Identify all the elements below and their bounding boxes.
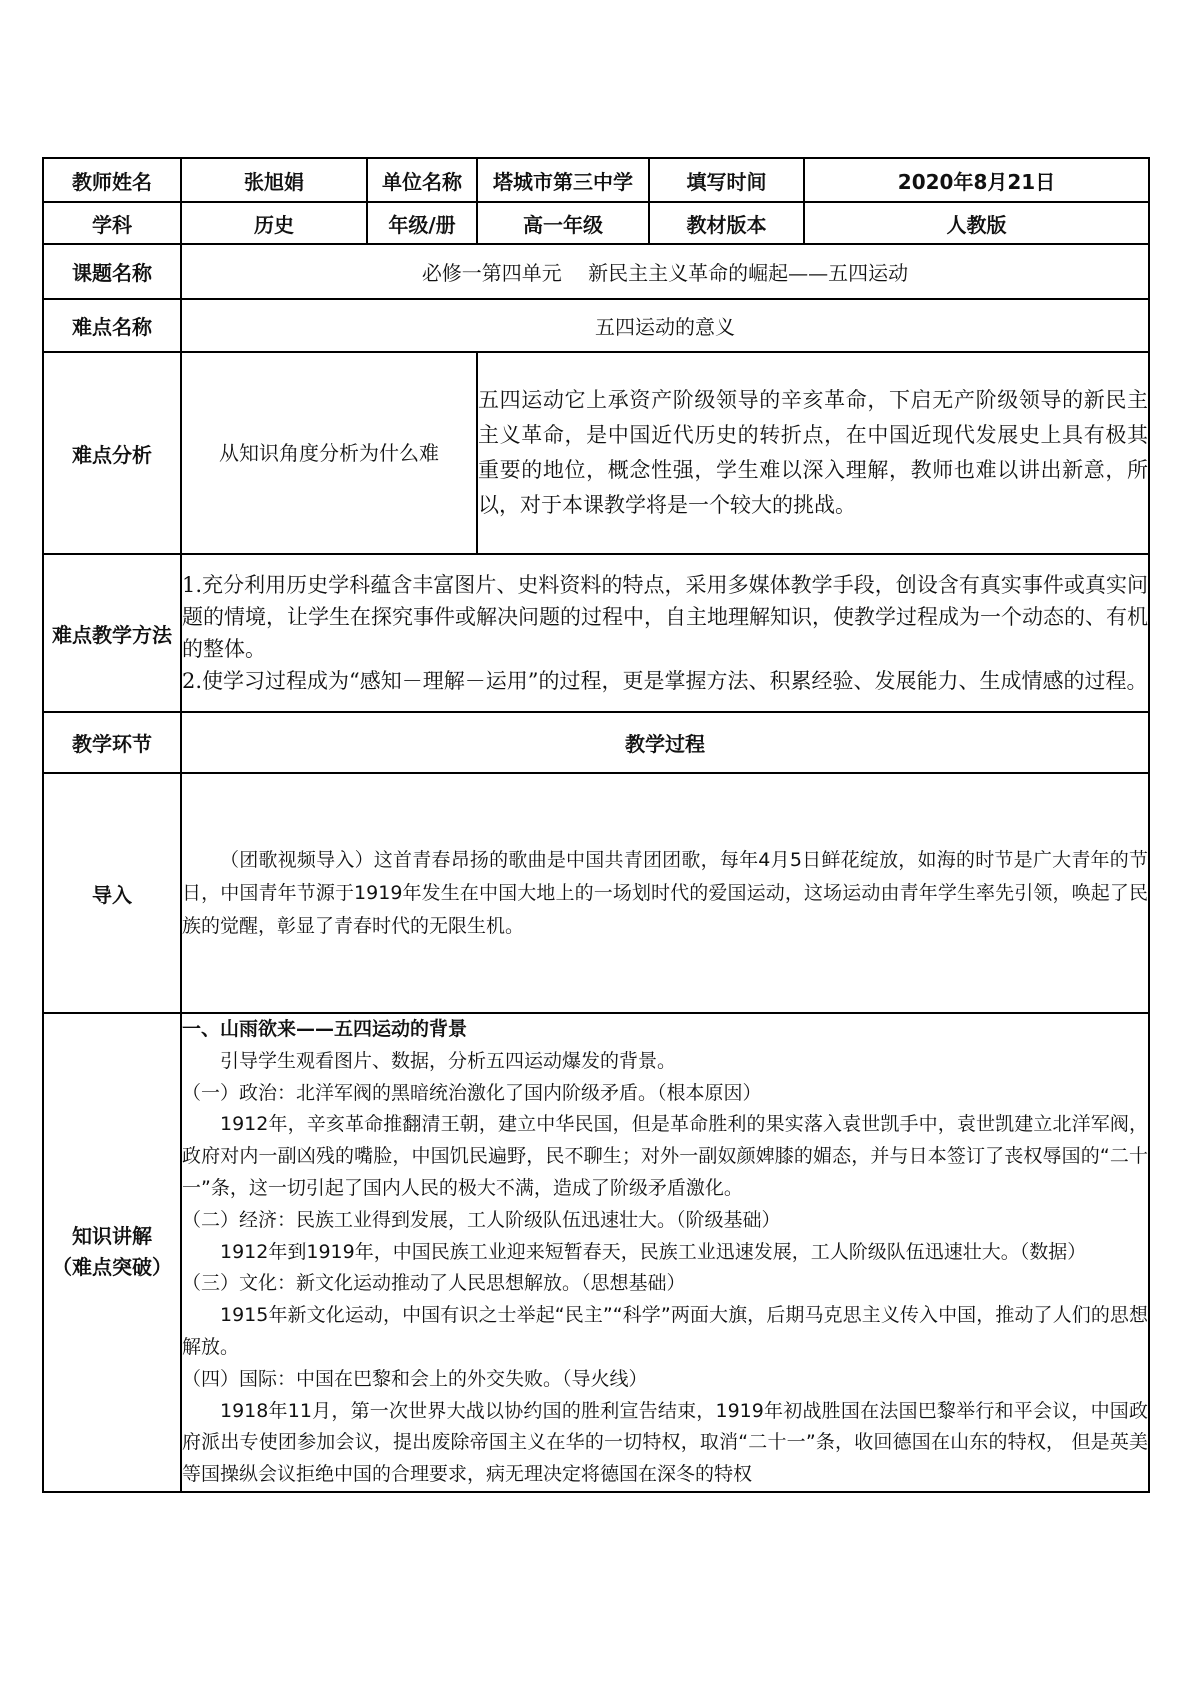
methods-row xyxy=(43,554,1149,712)
process-header-row xyxy=(43,712,1149,773)
info-row-1 xyxy=(43,158,1149,202)
info-row-2 xyxy=(43,202,1149,244)
intro-row xyxy=(43,773,1149,1013)
subject-value: 历史 xyxy=(181,202,367,244)
politics-title: （一）政治：北洋军阀的黑暗统治激化了国内阶级矛盾。（根本原因） xyxy=(182,1081,762,1104)
guide-text: 引导学生观看图片、数据，分析五四运动爆发的背景。 xyxy=(220,1049,677,1072)
topic-value: 必修一第四单元 新民主主义革命的崛起——五四运动 xyxy=(181,244,1149,299)
intro-label: 导入 xyxy=(43,773,181,1013)
culture-text: 1915年新文化运动，中国有识之士举起“民主”“科学”两面大旗，后期马克思主义传入中国，推动了人们的思想解放。 xyxy=(182,1304,1148,1358)
section-title: 一、山雨欲来——五四运动的背景 xyxy=(182,1018,468,1040)
knowledge-label xyxy=(43,1013,181,1492)
fill-date-label: 填写时间 xyxy=(649,158,804,202)
unit-name-label: 单位名称 xyxy=(367,158,477,202)
international-title: （四）国际：中国在巴黎和会上的外交失败。（导火线） xyxy=(182,1367,648,1390)
analysis-text: 五四运动它上承资产阶级领导的辛亥革命，下启无产阶级领导的新民主主义革命，是中国近代历史的转折点，在中国近现代发展史上具有极其重要的地位，概念性强，学生难以深入理解，教师也难以讲出新意，所以，对于本课教学将是一个较大的挑战。 xyxy=(477,352,1149,554)
topic-row xyxy=(43,244,1149,299)
knowledge-content xyxy=(181,1013,1149,1492)
culture-title: （三）文化：新文化运动推动了人民思想解放。（思想基础） xyxy=(182,1272,686,1295)
knowledge-row xyxy=(43,1013,1149,1492)
method-item-1: 1.充分利用历史学科蕴含丰富图片、史料资料的特点，采用多媒体教学手段，创设含有真实事件或真实问题的情境，让学生在探究事件或解决问题的过程中，自主地理解知识，使教学过程成为一个动态的、有机的整体。 xyxy=(182,573,1148,661)
knowledge-label-line1: 知识讲解 xyxy=(72,1224,152,1249)
grade-label: 年级/册 xyxy=(367,202,477,244)
methods-content xyxy=(181,554,1149,712)
international-text: 1918年11月，第一次世界大战以协约国的胜利宣告结束，1919年初战胜国在法国巴黎举行和平会议，中国政府派出专使团参加会议，提出废除帝国主义在华的一切特权，取消“二十一”条，收回德国在山东的特权， 但是英美等国操纵会议拒绝中国的合理要求，病无理决定将德国在深冬的特权 xyxy=(182,1399,1148,1486)
teaching-stage-label: 教学环节 xyxy=(43,712,181,773)
politics-text: 1912年，辛亥革命推翻清王朝，建立中华民国，但是革命胜利的果实落入袁世凯手中，袁世凯建立北洋军阀，政府对内一副凶残的嘴脸，中国饥民遍野，民不聊生；对外一副奴颜婢膝的媚态，并与日本签订了丧权辱国的“二十一”条，这一切引起了国内人民的极大不满，造成了阶级矛盾激化。 xyxy=(182,1113,1148,1199)
difficulty-value: 五四运动的意义 xyxy=(181,299,1149,352)
methods-label: 难点教学方法 xyxy=(43,554,181,712)
analysis-row xyxy=(43,352,1149,554)
topic-label: 课题名称 xyxy=(43,244,181,299)
subject-label: 学科 xyxy=(43,202,181,244)
intro-text: （团歌视频导入）这首青春昂扬的歌曲是中国共青团团歌，每年4月5日鲜花绽放，如海的时节是广大青年的节日，中国青年节源于1919年发生在中国大地上的一场划时代的爱国运动，这场运动由青年学生率先引领，唤起了民族的觉醒，彰显了青春时代的无限生机。 xyxy=(182,848,1148,937)
teacher-name-value: 张旭娟 xyxy=(181,158,367,202)
lesson-plan-table xyxy=(42,157,1150,1493)
economy-title: （二）经济：民族工业得到发展，工人阶级队伍迅速壮大。（阶级基础） xyxy=(182,1208,781,1231)
analysis-label: 难点分析 xyxy=(43,352,181,554)
textbook-label: 教材版本 xyxy=(649,202,804,244)
method-item-2: 2.使学习过程成为“感知－理解－运用”的过程，更是掌握方法、积累经验、发展能力、生成情感的过程。 xyxy=(182,669,1148,693)
difficulty-label: 难点名称 xyxy=(43,299,181,352)
fill-date-value: 2020年8月21日 xyxy=(804,158,1149,202)
economy-text: 1912年到1919年，中国民族工业迎来短暂春天，民族工业迅速发展，工人阶级队伍迅速壮大。（数据） xyxy=(220,1240,1087,1263)
unit-name-value: 塔城市第三中学 xyxy=(477,158,649,202)
knowledge-label-line2: （难点突破） xyxy=(52,1255,172,1280)
difficulty-row xyxy=(43,299,1149,352)
textbook-value: 人教版 xyxy=(804,202,1149,244)
analysis-sub-label: 从知识角度分析为什么难 xyxy=(181,352,477,554)
teacher-name-label: 教师姓名 xyxy=(43,158,181,202)
grade-value: 高一年级 xyxy=(477,202,649,244)
intro-content xyxy=(181,773,1149,1013)
teaching-process-label: 教学过程 xyxy=(181,712,1149,773)
